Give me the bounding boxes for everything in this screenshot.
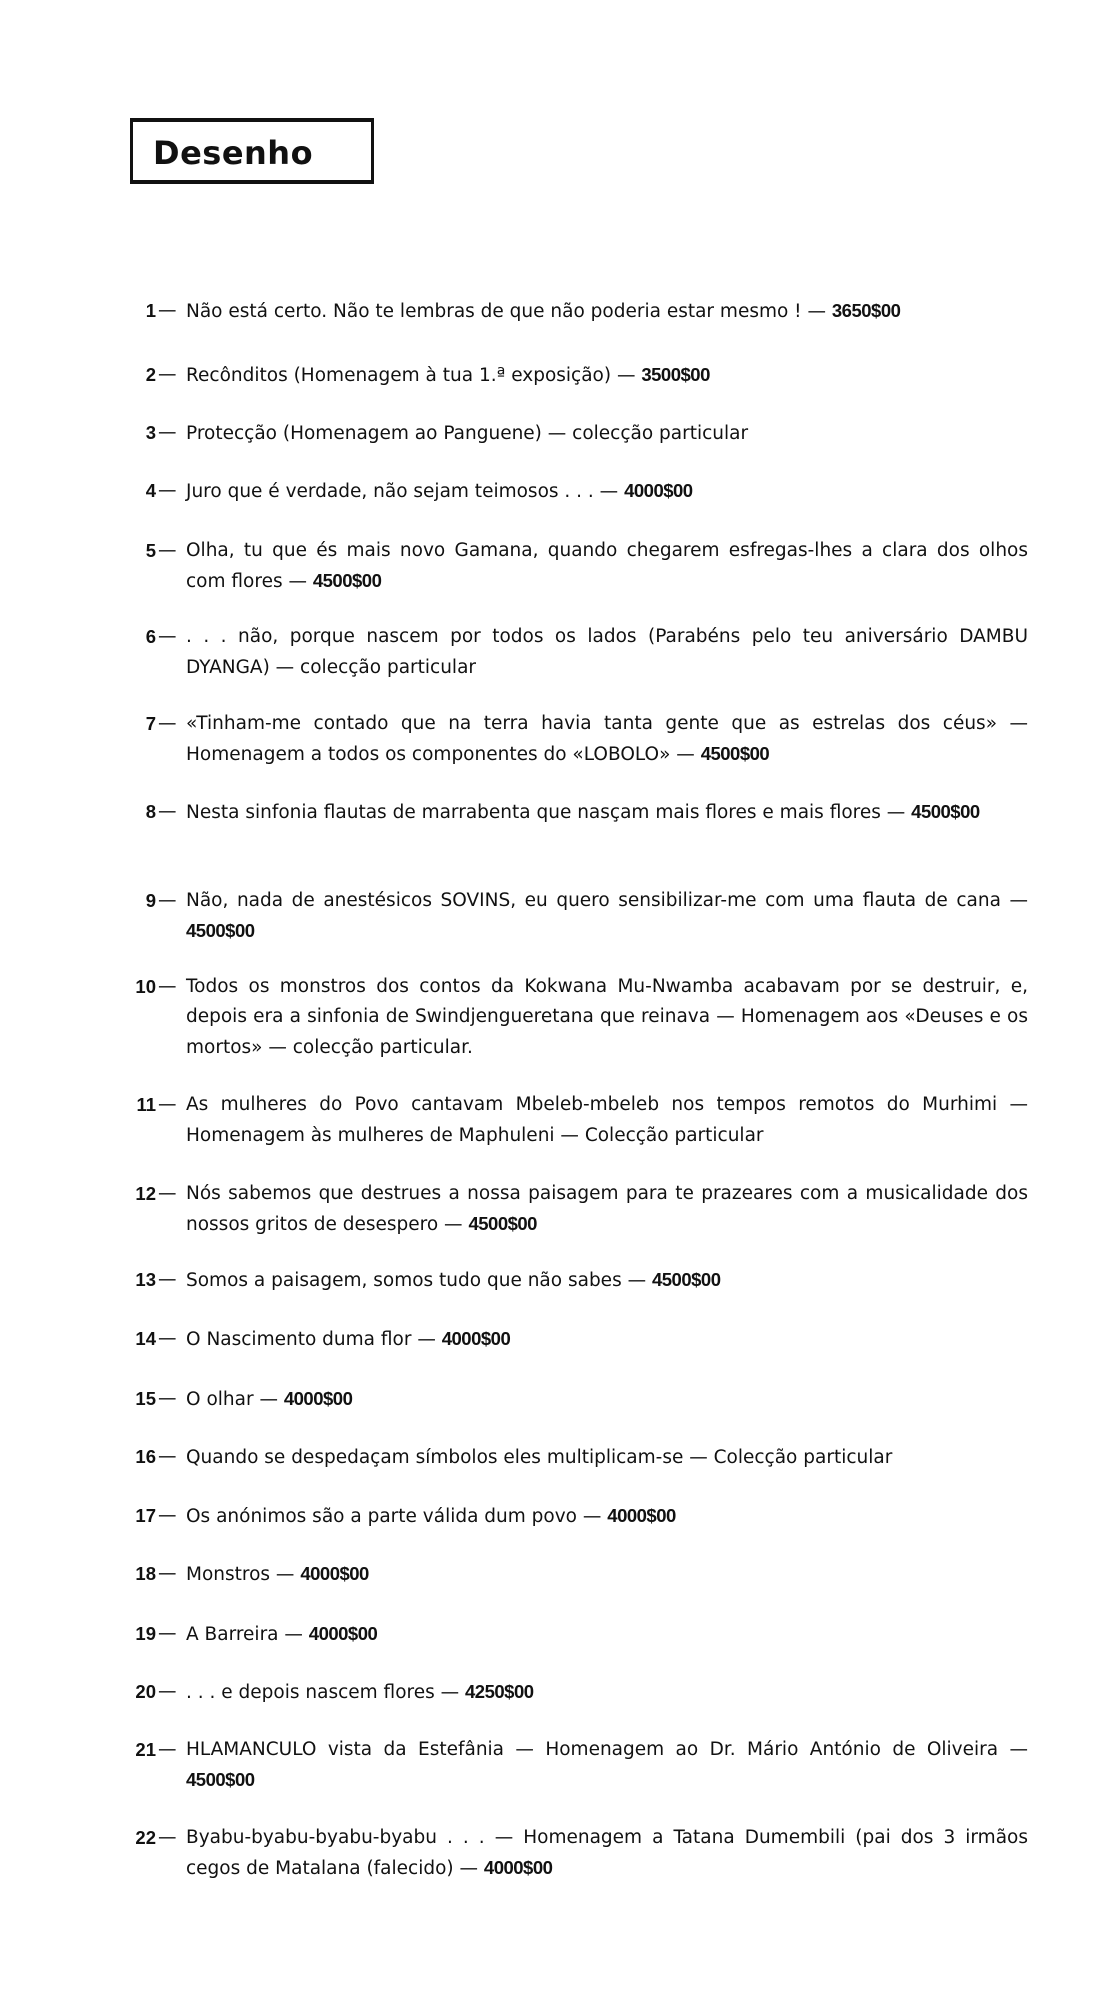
item-description: Monstros — [186, 1564, 295, 1585]
section-title-box [130, 118, 374, 184]
list-item [120, 886, 1028, 947]
dash: — [158, 1563, 177, 1584]
item-description-block [186, 972, 1028, 1063]
list-item [120, 1559, 1028, 1590]
item-description-block [186, 1090, 1028, 1151]
item-description: O Nascimento duma flor — [186, 1329, 436, 1350]
item-number: 11 [136, 1094, 156, 1115]
list-item [120, 418, 1028, 449]
dash: — [158, 1446, 177, 1467]
item-price: 4500$00 [312, 570, 382, 591]
item-price: 4250$00 [465, 1681, 534, 1702]
item-number: 18 [135, 1563, 156, 1584]
item-number: 19 [135, 1623, 156, 1644]
list-item [120, 1619, 1028, 1650]
list-item [120, 1090, 1028, 1151]
dash: — [158, 1681, 177, 1702]
item-description: Nesta sinfonia flautas de marrabenta que nasçam mais flores e mais flores — [186, 802, 906, 823]
dash: — [158, 626, 177, 647]
item-description: Protecção (Homenagem ao Panguene) — colecção particular [186, 423, 749, 444]
list-item [120, 1823, 1028, 1884]
list-item [120, 709, 1028, 770]
item-number: 15 [135, 1388, 156, 1409]
item-description-block [186, 1619, 1028, 1650]
item-description-block [186, 1677, 1028, 1708]
item-number: 14 [135, 1328, 156, 1349]
dash: — [158, 540, 177, 561]
item-description: Nós sabemos que destrues a nossa paisagem para te prazeares com a musicalidade dos nossos gritos de desespero — [186, 1183, 1028, 1235]
list-item [120, 1501, 1028, 1532]
dash: — [158, 1388, 177, 1409]
item-number: 21 [135, 1739, 156, 1760]
item-description-block [186, 296, 1028, 327]
list-item [120, 1384, 1028, 1415]
item-price: 4500$00 [911, 801, 980, 822]
item-description-block [186, 622, 1028, 683]
dash: — [158, 1739, 177, 1760]
item-description-block [186, 1265, 1028, 1296]
item-number: 8 [145, 801, 156, 822]
item-number: 17 [135, 1505, 156, 1526]
item-number: 5 [145, 540, 156, 561]
item-price: 4000$00 [300, 1563, 369, 1584]
item-description-block [186, 1179, 1028, 1240]
list-item [120, 1265, 1028, 1296]
item-number: 3 [145, 422, 156, 443]
list-item [120, 1735, 1028, 1796]
list-item [120, 476, 1028, 507]
item-description-block [186, 709, 1028, 770]
dash: — [158, 364, 177, 385]
item-number: 6 [145, 626, 156, 647]
item-price: 3500$00 [641, 364, 710, 385]
list-item [120, 360, 1028, 391]
dash: — [158, 1623, 177, 1644]
dash: — [158, 1827, 177, 1848]
item-number: 22 [135, 1827, 156, 1848]
item-description-block [186, 1384, 1028, 1415]
item-price: 4000$00 [308, 1623, 378, 1644]
item-description: Todos os monstros dos contos da Kokwana Mu-Nwamba acabavam por se destruir, e, depois era a sinfonia de Swindjengueretana que reinava — Homenagem aos «Deuses e os mortos» — colecção particular. [186, 976, 1028, 1058]
list-item [120, 1179, 1028, 1240]
list-item [120, 1442, 1028, 1473]
list-item [120, 622, 1028, 683]
list-item [120, 1677, 1028, 1708]
item-description: Juro que é verdade, não sejam teimosos . . . — [186, 481, 619, 502]
item-number: 10 [135, 976, 156, 997]
item-description-block [186, 418, 1028, 449]
item-description-block [186, 1324, 1028, 1355]
dash: — [158, 890, 177, 911]
dash: — [158, 713, 177, 734]
item-description: Recônditos (Homenagem à tua 1.ª exposição) — [186, 365, 636, 386]
dash: — [158, 1505, 177, 1526]
dash: — [158, 480, 177, 501]
item-number: 13 [135, 1269, 156, 1290]
item-description-block [186, 476, 1028, 507]
item-description: Não, nada de anestésicos SOVINS, eu quero sensibilizar-me com uma flauta de cana — [186, 890, 1028, 911]
item-description-block [186, 1823, 1028, 1884]
dash: — [158, 1269, 177, 1290]
item-description: A Barreira — [186, 1624, 303, 1645]
item-price: 4000$00 [441, 1328, 511, 1349]
item-price: 4500$00 [468, 1213, 537, 1234]
item-description-block [186, 797, 1028, 828]
item-description-block [186, 886, 1028, 947]
item-number: 12 [135, 1183, 156, 1204]
item-price: 4000$00 [624, 480, 693, 501]
item-description: O olhar — [186, 1389, 278, 1410]
item-description: . . . não, porque nascem por todos os lados (Parabéns pelo teu aniversário DAMBU DYANGA) — colecção particular [186, 626, 1028, 678]
item-description: Somos a paisagem, somos tudo que não sabes — [186, 1270, 647, 1291]
dash: — [158, 1328, 177, 1349]
item-price: 4500$00 [186, 1769, 255, 1790]
dash: — [158, 1094, 177, 1115]
item-description: Os anónimos são a parte válida dum povo — [186, 1506, 602, 1527]
item-price: 4000$00 [607, 1505, 676, 1526]
item-number: 20 [135, 1681, 156, 1702]
item-price: 4000$00 [483, 1857, 553, 1878]
dash: — [158, 976, 177, 997]
list-item [120, 536, 1028, 597]
item-number: 7 [145, 713, 156, 734]
list-item [120, 972, 1028, 1063]
dash: — [158, 801, 177, 822]
list-item [120, 797, 1028, 828]
item-price: 3650$00 [831, 300, 901, 321]
list-item [120, 296, 1028, 327]
item-price: 4500$00 [651, 1269, 721, 1290]
section-title: Desenho [153, 134, 314, 172]
item-description: . . . e depois nascem flores — [186, 1682, 460, 1703]
dash: — [158, 422, 177, 443]
item-description: Byabu-byabu-byabu-byabu . . . — Homenagem a Tatana Dumembili (pai dos 3 irmãos cegos de Matalana (falecido) — [186, 1827, 1028, 1879]
item-description-block [186, 536, 1028, 597]
item-description-block [186, 1559, 1028, 1590]
item-description: HLAMANCULO vista da Estefânia — Homenagem ao Dr. Mário António de Oliveira — [186, 1739, 1028, 1760]
item-description-block [186, 360, 1028, 391]
item-description: Não está certo. Não te lembras de que não poderia estar mesmo ! — [186, 301, 826, 322]
item-number: 4 [145, 480, 156, 501]
dash: — [158, 1183, 177, 1204]
item-number: 2 [145, 364, 156, 385]
item-price: 4500$00 [186, 920, 255, 941]
item-price: 4500$00 [700, 743, 770, 764]
item-description: Olha, tu que és mais novo Gamana, quando chegarem esfregas-lhes a clara dos olhos com flores — [186, 540, 1028, 592]
item-price: 4000$00 [283, 1388, 353, 1409]
item-description: As mulheres do Povo cantavam Mbeleb-mbeleb nos tempos remotos do Murhimi — Homenagem às mulheres de Maphuleni — Colecção particular [186, 1094, 1028, 1146]
dash: — [158, 300, 177, 321]
item-description-block [186, 1442, 1028, 1473]
item-description-block [186, 1735, 1028, 1796]
item-number: 9 [145, 890, 156, 911]
list-item [120, 1324, 1028, 1355]
item-description: «Tinham-me contado que na terra havia tanta gente que as estrelas dos céus» — Homenagem a todos os componentes do «LOBOLO» — [186, 713, 1028, 765]
item-number: 16 [135, 1446, 156, 1467]
item-description: Quando se despedaçam símbolos eles multiplicam-se — Colecção particular [186, 1447, 893, 1468]
item-description-block [186, 1501, 1028, 1532]
item-number: 1 [145, 300, 156, 321]
